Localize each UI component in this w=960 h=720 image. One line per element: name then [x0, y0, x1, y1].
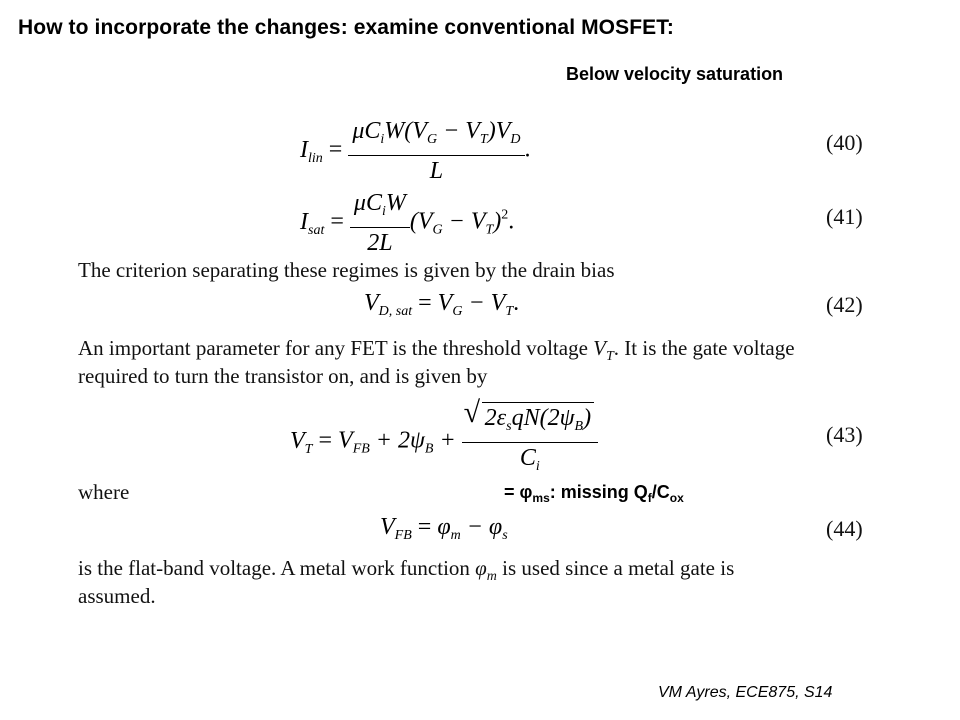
slide-subtitle: Below velocity saturation [566, 64, 784, 84]
paragraph-flatband-line2: assumed. [78, 584, 156, 608]
equation-44: $V_{FB} = \varphi_m - \varphi_s$ (44) [380, 514, 863, 543]
equation-43: $V_T = V_{FB} + 2\psi_B$ + √ $2\varepsilon_sqN(2\psi_B)$ $C_i$ (43) [290, 398, 870, 470]
paragraph-flatband: is the flat-band voltage. A metal work function $\varphi_m$ is used since a metal gate is [78, 556, 735, 584]
eq42-lhs: $V_{D, sat}$ [364, 290, 413, 319]
slide-title: How to incorporate the changes: examine conventional MOSFET: [18, 16, 674, 39]
eq44-lhs: $V_{FB}$ [380, 514, 412, 543]
eq43-fraction: √ $2\varepsilon_sqN(2\psi_B)$ $C_i$ [462, 402, 598, 482]
equation-number-40: (40) [826, 130, 863, 155]
eq43-sqrt: √ $2\varepsilon_sqN(2\psi_B)$ [466, 402, 594, 442]
equation-number-44: (44) [826, 516, 863, 541]
eq43-lhs: $V_T$ [290, 427, 313, 457]
equation-number-43: (43) [826, 422, 863, 447]
equation-number-41: (41) [826, 204, 863, 229]
slide-footer: VM Ayres, ECE875, S14 [658, 684, 833, 701]
equation-number-42: (42) [826, 292, 863, 317]
paragraph-threshold-line2: required to turn the transistor on, and is given by [78, 364, 488, 388]
eq41-fraction: $\frac{\mu C_iW}{2L}$ [350, 188, 410, 258]
eq41-lhs: $I_{sat}$ [300, 208, 325, 238]
paragraph-criterion: The criterion separating these regimes is given by the drain bias [78, 258, 615, 282]
equation-41: $I_{sat}$ = $\frac{\mu C_iW}{2L}$ $(V_G - V_T)^2$. (41) [300, 190, 863, 256]
annotation-phi-ms: = $\varphi_{ms}$: missing $Q_f/C_{ox}$ [504, 482, 684, 505]
eq40-lhs: $I_{lin}$ [300, 136, 323, 166]
paragraph-threshold: An important parameter for any FET is the threshold voltage $V_T$. It is the gate voltage [78, 336, 795, 364]
equation-42: $V_{D, sat} = V_G - V_T$. (42) [364, 290, 863, 319]
equation-40: $I_{lin}$ = $\frac{\mu C_iW(V_G - V_T)V_D}{L}$ . (40) [300, 118, 863, 184]
paragraph-where: where [78, 480, 130, 504]
eq40-fraction: $\frac{\mu C_iW(V_G - V_T)V_D}{L}$ [348, 116, 524, 186]
